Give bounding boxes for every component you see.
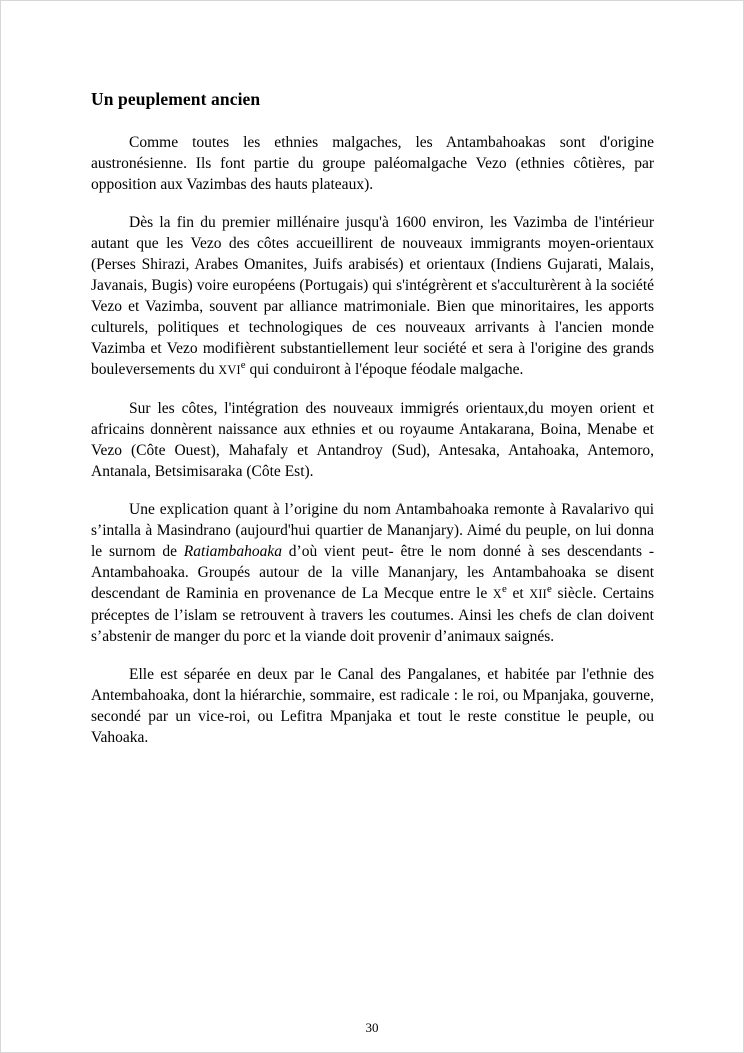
ordinal-superscript: e: [501, 582, 507, 595]
paragraph-3: [91, 398, 654, 482]
roman-numeral-x: X: [492, 587, 502, 601]
paragraph-2-text: Dès la fin du premier millénaire jusqu'à 1600 environ, les Vazimba de l'intérieur autant que les Vezo des côtes accueillirent de nouveaux immigrants moyen-orientaux (Perses Shirazi, Arabes Omanites, Juifs arabisés) et orientaux (Indiens Gujarati, Malais, Javanais, Bugis) voire européens (Portugais) qui s'intégrèrent et s'acculturèrent à la société Vezo et Vazimba, souvent par alliance matrimoniale. Bien que minoritaires, les apports culturels, politiques et technologiques de ces nouveaux arrivants à l'ancien monde Vazimba et Vezo modifièrent substantiellement leur société et sera à l'origine des grands bouleversements du: [91, 214, 654, 378]
paragraph-4-text-2: d’où vient peut- être le nom donné à ses descendants - Antambahoaka. Groupés autour de la ville Mananjary, les Antambahoaka se disent descendant de Raminia en provenance de La Mecque entre le: [91, 543, 654, 602]
paragraph-4: [91, 499, 654, 647]
section-title: Un peuplement ancien: [91, 89, 261, 109]
paragraph-2: [91, 212, 654, 381]
italic-name-ratiambahoaka: Ratiambahoaka: [183, 543, 282, 560]
paragraph-1: [91, 132, 654, 195]
paragraph-4-text-3: et: [506, 585, 530, 602]
paragraph-4-text-4: siècle. Certains préceptes de l’islam se retrouvent à travers les coutumes. Ainsi les chefs de clan doivent s’abstenir de manger du porc et la viande doit provenir d’animaux saignés.: [91, 585, 654, 645]
ordinal-superscript: e: [547, 582, 552, 595]
page-number: 30: [365, 1020, 379, 1035]
paragraph-1-text: Comme toutes les ethnies malgaches, les Antambahoakas sont d'origine austronésienne. Ils font partie du groupe paléomalgache Vezo (ethnies côtières, par opposition aux Vazimbas des hauts plateaux).: [91, 134, 654, 193]
ordinal-superscript: e: [240, 358, 246, 371]
paragraph-4-text-1: Une explication quant à l’origine du nom Antambahoaka remonte à Ravalarivo qui s’intalla à Masindrano (aujourd'hui quartier de Mananjary). Aimé du peuple, on lui donna le surnom de: [91, 501, 654, 560]
paragraph-2-end: qui conduiront à l'époque féodale malgache.: [245, 361, 524, 378]
roman-numeral-xvi: XVI: [218, 363, 241, 377]
paragraph-5: [91, 664, 654, 748]
roman-numeral-xii: XII: [529, 587, 547, 601]
paragraph-3-text: Sur les côtes, l'intégration des nouveaux immigrés orientaux,du moyen orient et africains donnèrent naissance aux ethnies et ou royaume Antakarana, Boina, Menabe et Vezo (Côte Ouest), Mahafaly et Antandroy (Sud), Antesaka, Antahoaka, Antemoro, Antanala, Betsimisaraka (Côte Est).: [91, 400, 654, 480]
paragraph-5-text: Elle est séparée en deux par le Canal des Pangalanes, et habitée par l'ethnie des Antembahoaka, dont la hiérarchie, sommaire, est radicale : le roi, ou Mpanjaka, gouverne, secondé par un vice-roi, ou Lefitra Mpanjaka et tout le reste constitue le peuple, ou Vahoaka.: [91, 666, 654, 746]
